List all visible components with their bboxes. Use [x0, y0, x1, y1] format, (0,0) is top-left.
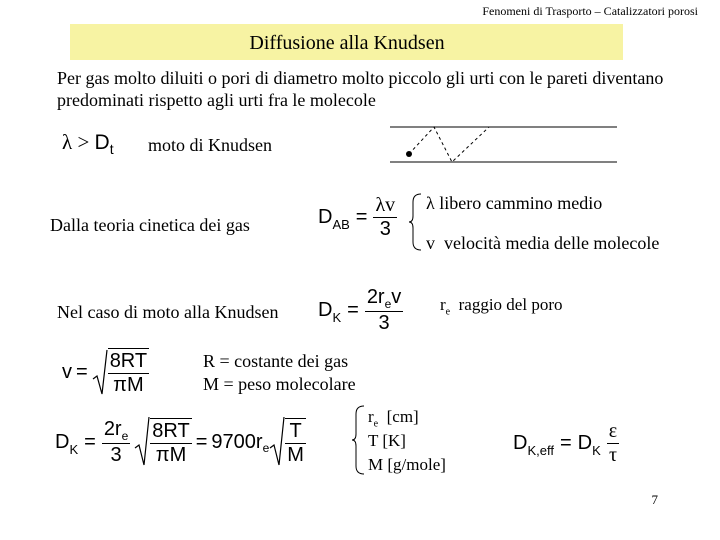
brace-icon — [409, 192, 423, 252]
dab-lhs: D — [318, 206, 333, 228]
slide-title: Diffusione alla Knudsen — [249, 32, 445, 54]
dab-subscript: AB — [332, 217, 350, 232]
page-number: 7 — [651, 492, 658, 507]
lambda-symbol: λ — [62, 130, 73, 154]
lambda-definition: λ libero cammino medio — [426, 193, 603, 213]
dab-denominator: 3 — [379, 218, 391, 240]
velocity-fraction — [108, 348, 149, 397]
m-unit: M [g/mole] — [368, 455, 446, 474]
final-dk-equation: D $_K$ = $\frac{2r_e}{3}$ $\frac{8RT}{\pi M}$ = 9700r $_e$ $\frac{T}{M}$ — [55, 416, 306, 468]
knudsen-motion-label: moto di Knudsen — [148, 135, 272, 155]
velocity-lhs: v — [62, 361, 72, 383]
pore-diagram — [385, 120, 625, 170]
t-unit: T [K] — [368, 431, 406, 450]
intro-paragraph: Per gas molto diluiti o pori di diametro molto piccolo gli urti con le pareti diventano predominati rispetto agli urti fra le molecole — [57, 68, 664, 110]
v-definition: v velocità media delle molecole — [426, 233, 660, 253]
final-fraction-1: $\frac{2r_e}{3}$ — [103, 417, 129, 466]
knudsen-condition — [62, 130, 114, 157]
velocity-equals: = — [76, 361, 88, 383]
dk-lhs: D — [318, 299, 333, 321]
velocity-denominator: πM — [113, 374, 144, 396]
re-definition: $r_e$ raggio del poro — [440, 295, 563, 318]
molecular-weight-definition: M = peso molecolare — [203, 374, 356, 394]
t-subscript: t — [109, 141, 114, 158]
gt-symbol: > — [77, 130, 90, 154]
dk-equation — [318, 286, 403, 335]
d-symbol: D — [94, 131, 110, 154]
final-fraction-3: $\frac{T}{M}$ — [287, 419, 304, 466]
effective-dk-equation: D $_{K,eff}$ = D $_K$ $\frac{\varepsilon}{\tau}$ — [513, 420, 618, 466]
sqrt-icon — [269, 416, 285, 468]
final-fraction-2: $\frac{8RT}{\pi M}$ — [152, 419, 190, 466]
velocity-numerator: 8RT — [109, 350, 148, 372]
re-unit: $r_e$ [cm] — [368, 407, 419, 430]
kinetic-theory-label: Dalla teoria cinetica dei gas — [50, 215, 250, 235]
dab-equation — [318, 194, 397, 241]
molecule-path — [409, 127, 489, 162]
dab-fraction — [373, 194, 397, 241]
molecule-dot — [406, 151, 412, 157]
gas-constant-definition: R = costante dei gas — [203, 351, 349, 371]
dk-subscript: K — [332, 310, 342, 325]
dk-fraction: $\frac{2r_ev}{3}$ — [366, 286, 402, 334]
brace-icon — [352, 404, 366, 476]
knudsen-case-label: Nel caso di moto alla Knudsen — [57, 302, 279, 322]
sqrt-icon — [92, 349, 108, 397]
velocity-equation — [62, 348, 149, 397]
dk-equals: = — [347, 299, 359, 321]
dab-numerator: λv — [375, 194, 396, 216]
sqrt-icon — [134, 416, 150, 468]
dab-equals: = — [355, 206, 368, 228]
dk-denominator: 3 — [378, 312, 390, 334]
running-header: Fenomeni di Trasporto – Catalizzatori porosi — [482, 4, 698, 18]
porosity-tortuosity-fraction: $\frac{\varepsilon}{\tau}$ — [608, 420, 618, 466]
